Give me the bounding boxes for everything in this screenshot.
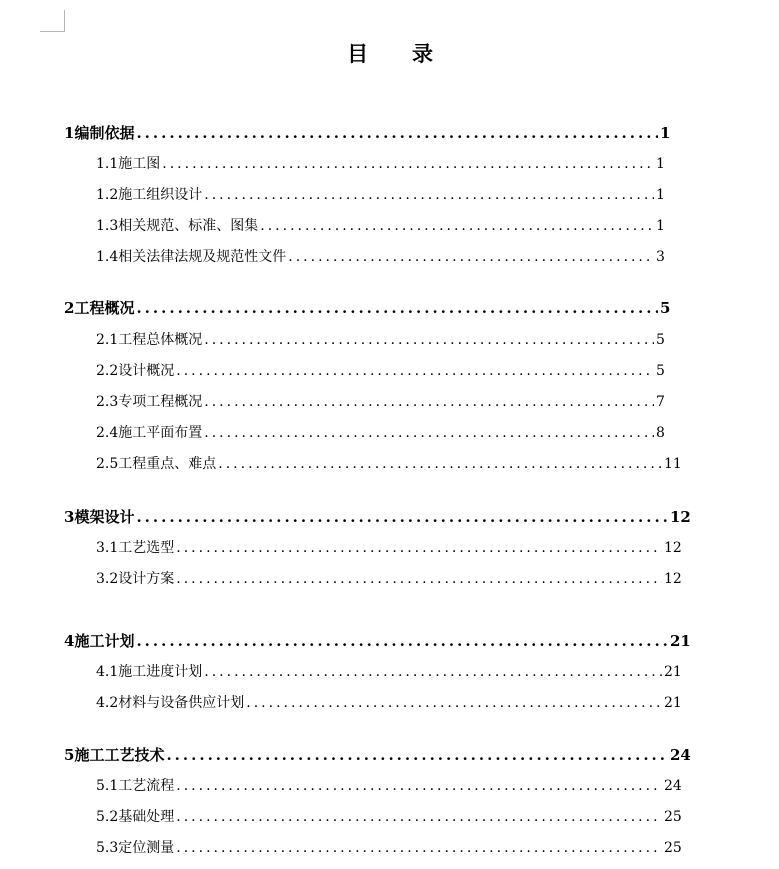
dot-leader [204, 661, 662, 683]
toc-entry-page: 1 [660, 124, 671, 142]
toc-entry-number: 3.1 [96, 540, 119, 556]
toc-entry-page: 12 [664, 540, 682, 556]
dot-leader [260, 215, 654, 237]
dot-leader [204, 391, 654, 413]
toc-entry-page: 21 [664, 695, 682, 711]
dot-leader [246, 692, 662, 714]
toc-entry-number: 2.3 [96, 394, 119, 410]
dot-leader [136, 122, 658, 144]
toc-entry-title: 相关法律法规及规范性文件 [118, 249, 287, 265]
toc-entry-number: 4.1 [96, 664, 119, 680]
toc-entry-subsection[interactable] [96, 422, 664, 444]
toc-entry-subsection[interactable] [96, 215, 664, 237]
toc-entry-page: 3 [656, 249, 665, 265]
toc-entry-page: 12 [669, 508, 691, 526]
toc-entry-page: 1 [656, 156, 665, 172]
dot-leader [176, 837, 662, 859]
toc-title [0, 38, 780, 68]
toc-entry-number: 2.5 [96, 456, 119, 472]
toc-entry-number: 5 [64, 746, 75, 764]
toc-entry-subsection[interactable] [96, 391, 664, 413]
toc-entry-number: 5.2 [96, 809, 119, 825]
dot-leader [136, 630, 668, 652]
dot-leader [176, 806, 662, 828]
toc-entry-title: 施工工艺技术 [74, 746, 165, 764]
toc-entry-section[interactable] [64, 506, 691, 528]
toc-entry-page: 12 [664, 571, 682, 587]
toc-entry-number: 1 [64, 124, 75, 142]
toc-entry-title: 编制依据 [74, 124, 135, 142]
toc-entry-title: 相关规范、标准、图集 [118, 218, 259, 234]
toc-entry-subsection[interactable] [96, 360, 664, 382]
toc-entry-title: 施工组织设计 [118, 187, 203, 203]
toc-entry-number: 4.2 [96, 695, 119, 711]
dot-leader [166, 744, 668, 766]
toc-entry-title: 模架设计 [74, 508, 135, 526]
toc-entry-title: 施工计划 [74, 632, 135, 650]
toc-entry-page: 25 [664, 840, 682, 856]
toc-entry-title: 工艺流程 [118, 778, 175, 794]
toc-entry-title: 设计概况 [118, 363, 175, 379]
dot-leader [136, 297, 658, 319]
toc-title-char-1: 目 [347, 41, 369, 66]
dot-leader [162, 153, 654, 175]
toc-entry-page: 1 [656, 187, 665, 203]
page-corner-mark [40, 10, 65, 32]
toc-entry-subsection[interactable] [96, 329, 664, 351]
toc-entry-section[interactable] [64, 122, 671, 144]
toc-entry-section[interactable] [64, 297, 671, 319]
dot-leader [204, 184, 654, 206]
toc-entry-number: 1.3 [96, 218, 119, 234]
toc-entry-subsection[interactable] [96, 661, 682, 683]
toc-entry-page: 24 [670, 746, 691, 764]
dot-leader [288, 246, 654, 268]
toc-entry-subsection[interactable] [96, 184, 664, 206]
toc-entry-number: 1.4 [96, 249, 119, 265]
toc-entry-page: 21 [664, 664, 682, 680]
toc-entry-title: 专项工程概况 [118, 394, 203, 410]
toc-entry-title: 工艺选型 [118, 540, 175, 556]
toc-entry-page: 5 [656, 363, 665, 379]
toc-entry-number: 3.2 [96, 571, 119, 587]
toc-entry-subsection[interactable] [96, 837, 682, 859]
toc-entry-title: 工程概况 [74, 299, 135, 317]
toc-entry-section[interactable] [64, 630, 691, 652]
dot-leader [176, 568, 662, 590]
toc-entry-number: 5.3 [96, 840, 119, 856]
dot-leader [218, 453, 662, 475]
toc-entry-title: 施工平面布置 [118, 425, 203, 441]
toc-entry-page: 5 [656, 332, 665, 348]
dot-leader [176, 360, 654, 382]
toc-entry-page: 21 [669, 632, 691, 650]
toc-entry-subsection[interactable] [96, 806, 682, 828]
toc-entry-title: 设计方案 [118, 571, 175, 587]
toc-entry-subsection[interactable] [96, 153, 664, 175]
toc-entry-title: 材料与设备供应计划 [118, 695, 245, 711]
toc-title-char-2: 录 [411, 41, 433, 66]
dot-leader [204, 329, 654, 351]
toc-entry-title: 工程重点、难点 [118, 456, 217, 472]
dot-leader [176, 775, 662, 797]
toc-entry-number: 1.2 [96, 187, 119, 203]
toc-entry-page: 8 [656, 425, 665, 441]
toc-entry-title: 工程总体概况 [118, 332, 203, 348]
dot-leader [176, 537, 662, 559]
toc-entry-title: 定位测量 [118, 840, 175, 856]
toc-entry-number: 4 [64, 632, 75, 650]
toc-entry-page: 5 [660, 299, 671, 317]
dot-leader [136, 506, 668, 528]
toc-entry-page: 24 [664, 778, 682, 794]
toc-entry-subsection[interactable] [96, 537, 682, 559]
toc-entry-number: 5.1 [96, 778, 119, 794]
toc-entry-page: 7 [656, 394, 665, 410]
toc-entry-section[interactable] [64, 744, 691, 766]
toc-entry-subsection[interactable] [96, 775, 682, 797]
toc-entry-title: 施工图 [118, 156, 161, 172]
toc-entry-subsection[interactable] [96, 692, 682, 714]
toc-entry-page: 11 [664, 456, 682, 472]
toc-entry-page: 25 [664, 809, 682, 825]
toc-entry-subsection[interactable] [96, 246, 664, 268]
dot-leader [204, 422, 654, 444]
toc-entry-number: 3 [64, 508, 75, 526]
toc-entry-subsection[interactable] [96, 453, 682, 475]
toc-entry-subsection[interactable] [96, 568, 682, 590]
toc-entry-number: 2.1 [96, 332, 119, 348]
toc-entry-number: 2.2 [96, 363, 119, 379]
toc-entry-number: 2 [64, 299, 75, 317]
toc-entry-number: 2.4 [96, 425, 119, 441]
toc-entry-title: 基础处理 [118, 809, 175, 825]
toc-entry-number: 1.1 [96, 156, 119, 172]
toc-entry-title: 施工进度计划 [118, 664, 203, 680]
toc-entry-page: 1 [656, 218, 665, 234]
